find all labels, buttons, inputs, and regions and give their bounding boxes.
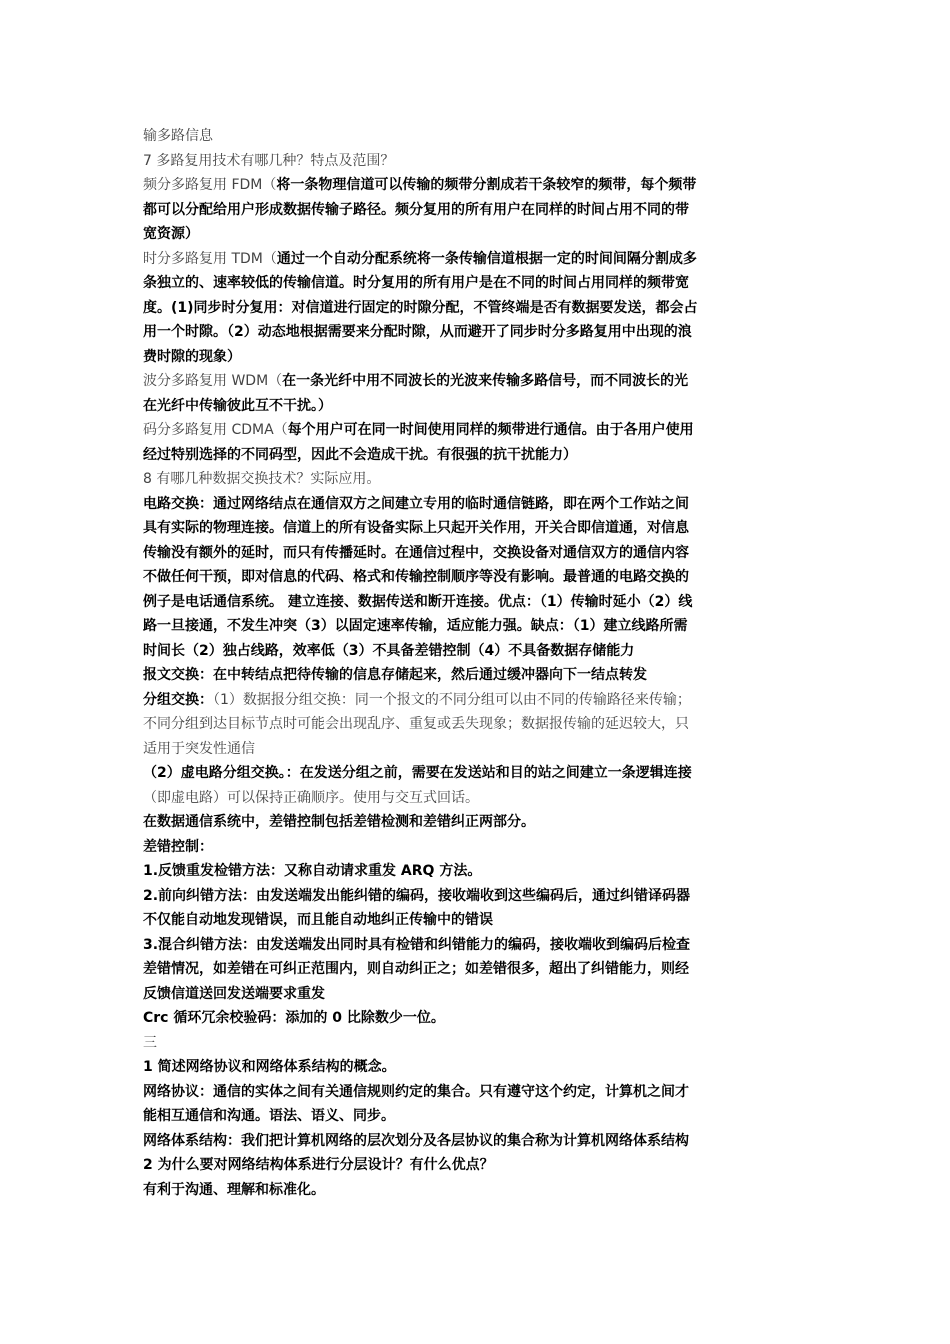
text-line: [143, 1006, 815, 1031]
bold-text-run: 不仅能自动地发现错误，而且能自动地纠正传输中的错误: [143, 912, 493, 928]
text-line: [143, 320, 815, 345]
bold-text-run: 时间长（2）独占线路，效率低（3）不具备差错控制（4）不具备数据存储能力: [143, 642, 635, 659]
text-line: [143, 345, 815, 370]
text-line: [143, 149, 815, 174]
text-line: [143, 1031, 815, 1056]
bold-text-run: 电路交换：通过网络结点在通信双方之间建立专用的临时通信链路，即在两个工作站之间: [143, 495, 689, 512]
bold-text-run: 经过特别选择的不同码型，因此不会造成干扰。有很强的抗干扰能力）: [143, 446, 577, 463]
bold-text-run: 2 为什么要对网络结构体系进行分层设计？有什么优点？: [143, 1157, 494, 1173]
bold-text-run: 用一个时隙。（2）动态地根据需要来分配时隙，从而避开了同步时分多路复用中出现的浪: [143, 324, 692, 340]
bold-text-run: 反馈信道送回发送端要求重发: [143, 985, 325, 1002]
text-run: 时分多路复用 TDM（: [143, 250, 277, 267]
text-line: [143, 541, 815, 566]
bold-text-run: 条独立的、速率较低的传输信道。时分复用的所有用户是在不同的时间占用同样的频带宽: [143, 275, 689, 291]
bold-text-run: 2.前向纠错方法：由发送端发出能纠错的编码，接收端收到这些编码后，通过纠错译码器: [143, 887, 691, 904]
text-line: [143, 1153, 815, 1178]
bold-text-run: 网络体系结构：我们把计算机网络的层次划分及各层协议的集合称为计算机网络体系结构: [143, 1132, 689, 1149]
bold-text-run: 传输没有额外的延时，而只有传播延时。在通信过程中，交换设备对通信双方的通信内容: [143, 544, 689, 561]
text-line: [143, 222, 815, 247]
bold-text-run: 在光纤中传输彼此互不干扰。）: [143, 397, 332, 414]
text-line: [143, 737, 815, 762]
bold-text-run: 都可以分配给用户形成数据传输子路径。频分复用的所有用户在同样的时间占用不同的带: [143, 201, 689, 218]
bold-text-run: 将一条物理信道可以传输的频带分割成若干条较窄的频带，每个频带: [276, 177, 697, 193]
bold-text-run: 差错情况，如差错在可纠正范围内，则自动纠正之；如差错很多，超出了纠错能力，则经: [143, 961, 689, 977]
text-run: （1）数据报分组交换：同一个报文的不同分组可以由不同的传输路径来传输；: [213, 691, 691, 708]
text-run: 适用于突发性通信: [143, 740, 255, 757]
text-run: 频分多路复用 FDM（: [143, 177, 277, 193]
text-run: （即虚电路）可以保持正确顺序。使用与交互式回话。: [143, 789, 479, 806]
text-line: [143, 786, 815, 811]
bold-text-run: 报文交换：在中转结点把待传输的信息存储起来，然后通过缓冲器向下一结点转发: [143, 667, 647, 683]
text-line: [143, 1129, 815, 1154]
text-line: [143, 982, 815, 1007]
text-line: [143, 492, 815, 517]
bold-text-run: 不做任何干预，即对信息的代码、格式和传输控制顺序等没有影响。最普通的电路交换的: [143, 569, 689, 585]
bold-text-run: 每个用户可在同一时间使用同样的频带进行通信。由于各用户使用: [287, 422, 694, 438]
text-line: [143, 467, 815, 492]
bold-text-run: 1.反馈重发检错方法：又称自动请求重发 ARQ 方法。: [143, 863, 482, 879]
text-line: [143, 443, 815, 468]
text-run: 8 有哪几种数据交换技术？实际应用。: [143, 471, 381, 487]
bold-text-run: 能相互通信和沟通。语法、语义、同步。: [143, 1108, 395, 1124]
bold-text-run: 在数据通信系统中，差错控制包括差错检测和差错纠正两部分。: [143, 814, 535, 830]
bold-text-run: 费时隙的现象）: [143, 348, 241, 365]
bold-text-run: 差错控制：: [143, 838, 213, 855]
text-line: [143, 394, 815, 419]
bold-text-run: 分组交换：: [143, 691, 213, 708]
text-line: [143, 884, 815, 909]
text-run: 波分多路复用 WDM（: [143, 373, 283, 389]
bold-text-run: 宽资源）: [143, 226, 199, 242]
text-run: 码分多路复用 CDMA（: [143, 422, 288, 438]
text-line: [143, 516, 815, 541]
bold-text-run: （2）虚电路分组交换。：在发送分组之前，需要在发送站和目的站之间建立一条逻辑连接: [143, 765, 692, 781]
bold-text-run: 在一条光纤中用不同波长的光波来传输多路信号，而不同波长的光: [282, 373, 689, 389]
text-line: [143, 247, 815, 272]
text-line: [143, 639, 815, 664]
text-line: [143, 835, 815, 860]
bold-text-run: 3.混合纠错方法：由发送端发出同时具有检错和纠错能力的编码，接收端收到编码后检查: [143, 936, 691, 953]
bold-text-run: 例子是电话通信系统。 建立连接、数据传送和断开连接。优点：（1）传输时延小（2）线: [143, 593, 693, 610]
text-line: [143, 173, 815, 198]
text-line: [143, 1080, 815, 1105]
text-run: 7 多路复用技术有哪几种？特点及范围？: [143, 152, 395, 169]
text-line: [143, 688, 815, 713]
text-run: 输多路信息: [143, 128, 213, 144]
text-line: [143, 1055, 815, 1080]
text-line: [143, 933, 815, 958]
text-line: [143, 590, 815, 615]
text-line: [143, 761, 815, 786]
bold-text-run: 网络协议：通信的实体之间有关通信规则约定的集合。只有遵守这个约定，计算机之间才: [143, 1083, 689, 1100]
text-line: [143, 124, 815, 149]
bold-text-run: Crc 循环冗余校验码：添加的 0 比除数少一位。: [143, 1010, 445, 1026]
text-line: [143, 565, 815, 590]
bold-text-run: 路一旦接通，不发生冲突（3）以固定速率传输，适应能力强。缺点：（1）建立线路所需: [143, 618, 688, 634]
text-run: 三: [143, 1034, 157, 1051]
text-line: [143, 908, 815, 933]
text-line: [143, 1104, 815, 1129]
text-line: [143, 810, 815, 835]
text-line: [143, 957, 815, 982]
text-line: [143, 712, 815, 737]
text-line: [143, 418, 815, 443]
text-line: [143, 296, 815, 321]
text-line: [143, 859, 815, 884]
bold-text-run: 度。(1)同步时分复用：对信道进行固定的时隙分配，不管终端是否有数据要发送，都会占: [143, 299, 698, 316]
text-line: [143, 663, 815, 688]
text-run: 不同分组到达目标节点时可能会出现乱序、重复或丢失现象；数据报传输的延迟较大，只: [143, 716, 689, 732]
text-line: [143, 369, 815, 394]
text-line: [143, 198, 815, 223]
bold-text-run: 具有实际的物理连接。信道上的所有设备实际上只起开关作用，开关合即信道通，对信息: [143, 520, 689, 536]
bold-text-run: 有利于沟通、理解和标准化。: [143, 1181, 325, 1198]
text-line: [143, 1178, 815, 1203]
document-body: [143, 124, 815, 1202]
text-line: [143, 271, 815, 296]
bold-text-run: 1 简述网络协议和网络体系结构的概念。: [143, 1059, 396, 1075]
bold-text-run: 通过一个自动分配系统将一条传输信道根据一定的时间间隔分割成多: [276, 250, 697, 267]
text-line: [143, 614, 815, 639]
